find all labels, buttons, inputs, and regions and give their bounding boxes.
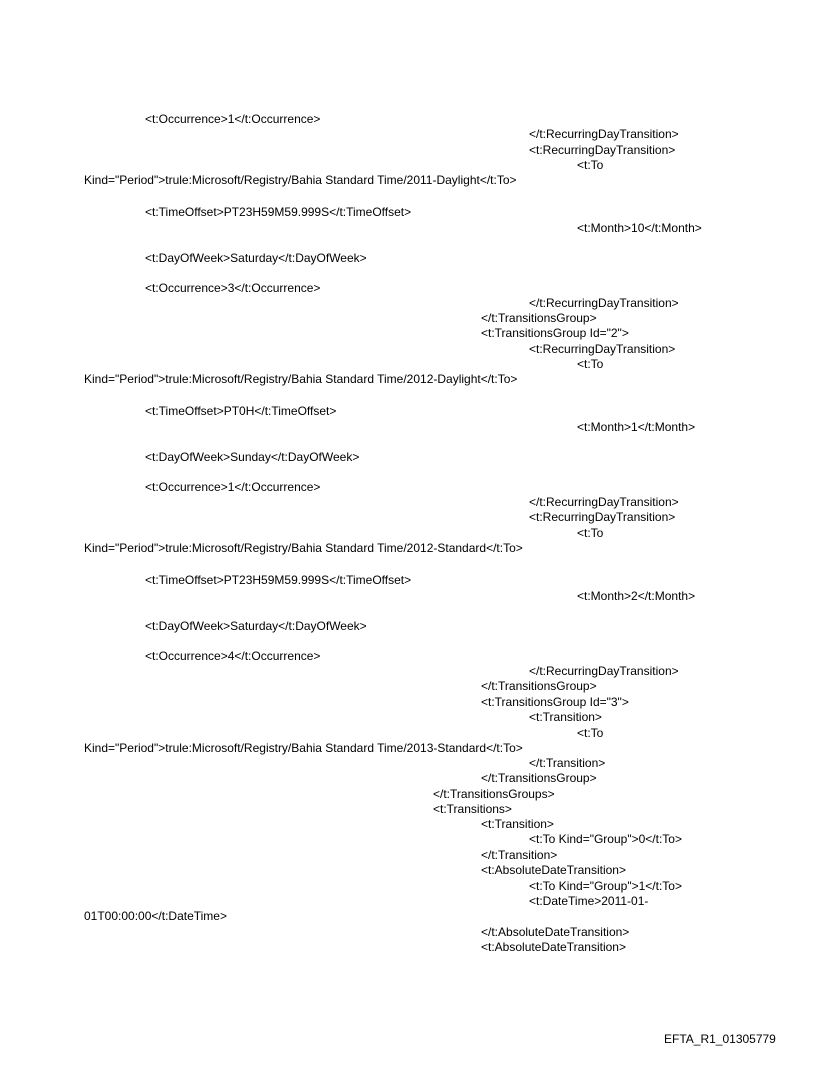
xml-line: <t:TimeOffset>PT23H59M59.999S</t:TimeOffset> — [145, 205, 412, 219]
xml-line: <t:TransitionsGroup Id="3"> — [481, 695, 629, 709]
xml-line: </t:Transition> — [481, 848, 558, 862]
xml-line: </t:TransitionsGroup> — [481, 771, 597, 785]
xml-line: <t:RecurringDayTransition> — [529, 342, 676, 356]
xml-line: <t:To Kind="Group">0</t:To> — [529, 832, 682, 846]
xml-line: <t:Transitions> — [433, 802, 512, 816]
xml-line: <t:TimeOffset>PT0H</t:TimeOffset> — [145, 404, 337, 418]
xml-line: <t:To — [577, 357, 604, 371]
xml-line: <t:Occurrence>1</t:Occurrence> — [145, 480, 321, 494]
xml-line: </t:TransitionsGroups> — [433, 787, 555, 801]
xml-line: <t:AbsoluteDateTransition> — [481, 863, 626, 877]
xml-line: <t:To — [577, 726, 604, 740]
xml-line: Kind="Period">trule:Microsoft/Registry/Bahia Standard Time/2013-Standard</t:To> — [84, 741, 523, 755]
xml-line: </t:RecurringDayTransition> — [529, 495, 679, 509]
xml-line: <t:To Kind="Group">1</t:To> — [529, 879, 682, 893]
xml-line: </t:RecurringDayTransition> — [529, 664, 679, 678]
xml-line: Kind="Period">trule:Microsoft/Registry/Bahia Standard Time/2012-Daylight</t:To> — [84, 372, 518, 386]
xml-line: <t:RecurringDayTransition> — [529, 510, 676, 524]
xml-line: <t:TransitionsGroup Id="2"> — [481, 326, 629, 340]
xml-line: Kind="Period">trule:Microsoft/Registry/Bahia Standard Time/2011-Daylight</t:To> — [84, 173, 517, 187]
xml-line: <t:To — [577, 158, 604, 172]
xml-line: <t:Occurrence>1</t:Occurrence> — [145, 112, 321, 126]
bates-number: EFTA_R1_01305779 — [664, 1032, 776, 1046]
xml-line: </t:Transition> — [529, 756, 606, 770]
xml-line: <t:Transition> — [529, 710, 602, 724]
xml-line: <t:DateTime>2011-01- — [529, 894, 649, 908]
xml-line: <t:Month>1</t:Month> — [577, 420, 696, 434]
xml-line: <t:Month>2</t:Month> — [577, 589, 696, 603]
xml-line: </t:AbsoluteDateTransition> — [481, 925, 630, 939]
xml-line: 01T00:00:00</t:DateTime> — [84, 909, 227, 923]
xml-line: </t:RecurringDayTransition> — [529, 127, 679, 141]
xml-line: </t:RecurringDayTransition> — [529, 296, 679, 310]
xml-line: <t:Occurrence>4</t:Occurrence> — [145, 649, 321, 663]
xml-line: <t:DayOfWeek>Sunday</t:DayOfWeek> — [145, 450, 360, 464]
xml-line: <t:RecurringDayTransition> — [529, 143, 676, 157]
xml-line: <t:TimeOffset>PT23H59M59.999S</t:TimeOffset> — [145, 573, 412, 587]
xml-line: </t:TransitionsGroup> — [481, 311, 597, 325]
xml-line: <t:Month>10</t:Month> — [577, 221, 702, 235]
xml-line: </t:TransitionsGroup> — [481, 679, 597, 693]
xml-line: <t:Transition> — [481, 817, 554, 831]
xml-line: <t:To — [577, 526, 604, 540]
xml-line: Kind="Period">trule:Microsoft/Registry/Bahia Standard Time/2012-Standard</t:To> — [84, 541, 523, 555]
xml-line: <t:Occurrence>3</t:Occurrence> — [145, 281, 321, 295]
xml-line: <t:AbsoluteDateTransition> — [481, 940, 626, 954]
xml-line: <t:DayOfWeek>Saturday</t:DayOfWeek> — [145, 619, 367, 633]
xml-line: <t:DayOfWeek>Saturday</t:DayOfWeek> — [145, 251, 367, 265]
